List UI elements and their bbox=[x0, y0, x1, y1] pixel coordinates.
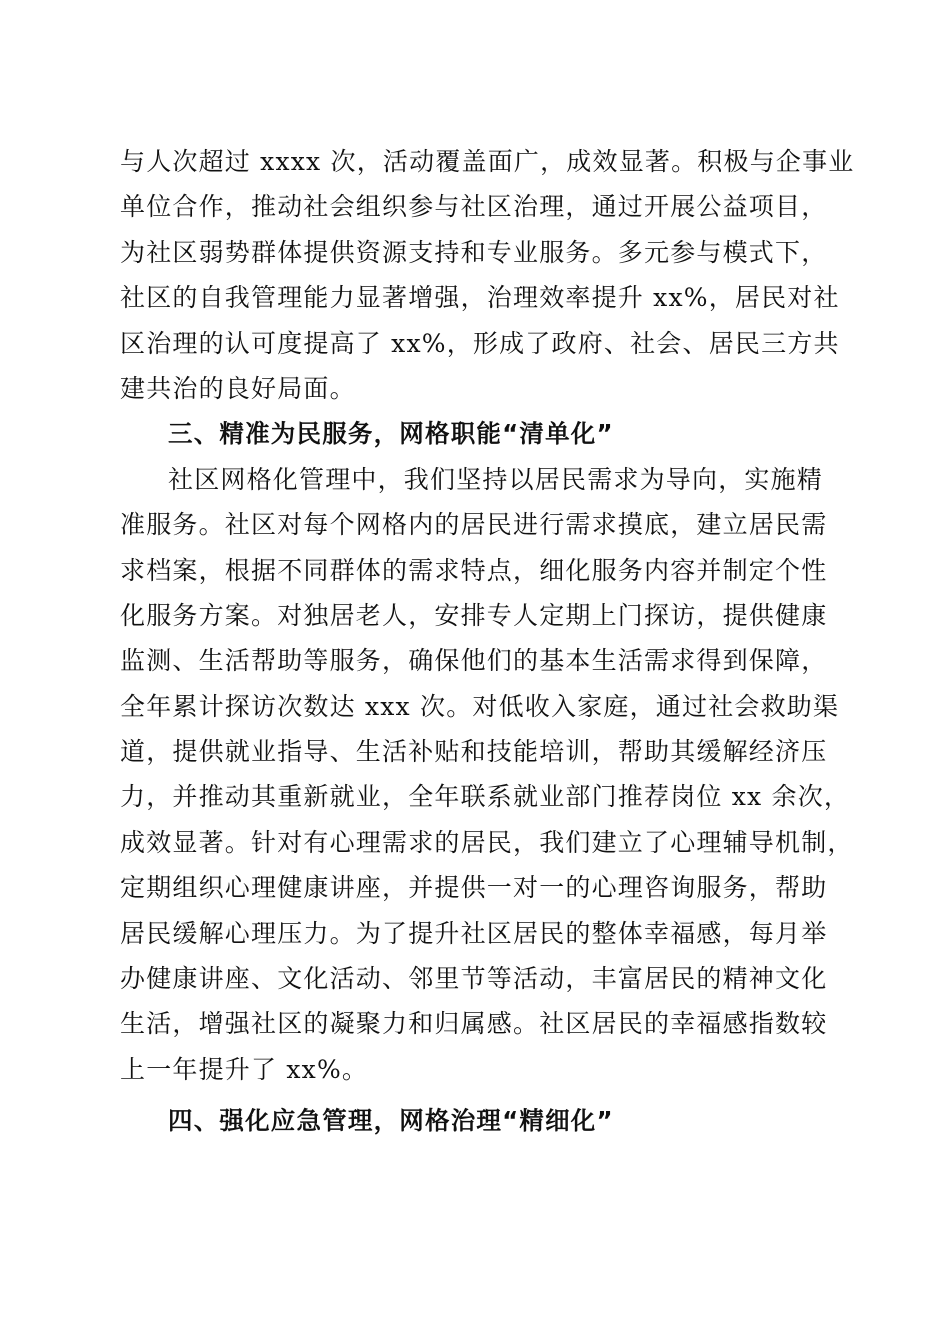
text-line: 与人次超过 xxxx 次，活动覆盖面广，成效显著。积极与企事业 bbox=[120, 147, 855, 176]
text-line: 社区的自我管理能力显著增强，治理效率提升 xx%，居民对社 bbox=[120, 283, 840, 313]
paragraph-precise-service bbox=[120, 457, 854, 1092]
text-line: 生活，增强社区的凝聚力和归属感。社区居民的幸福感指数较 bbox=[120, 1009, 828, 1039]
text-line: 居民缓解心理压力。为了提升社区居民的整体幸福感，每月举 bbox=[120, 918, 828, 948]
paragraph-community-participation bbox=[120, 139, 855, 411]
text-line: 定期组织心理健康讲座，并提供一对一的心理咨询服务，帮助 bbox=[120, 873, 828, 903]
text-line: 全年累计探访次数达 xxx 次。对低收入家庭，通过社会救助渠 bbox=[120, 691, 840, 721]
text-line: 区治理的认可度提高了 xx%，形成了政府、社会、居民三方共 bbox=[120, 328, 840, 358]
document-page bbox=[120, 139, 855, 1144]
text-line: 建共治的良好局面。 bbox=[120, 373, 356, 403]
text-line: 道，提供就业指导、生活补贴和技能培训，帮助其缓解经济压 bbox=[120, 737, 828, 767]
text-line: 为社区弱势群体提供资源支持和专业服务。多元参与模式下， bbox=[120, 237, 828, 267]
text-line: 求档案，根据不同群体的需求特点，细化服务内容并制定个性 bbox=[120, 555, 828, 585]
text-line: 单位合作，推动社会组织参与社区治理，通过开展公益项目， bbox=[120, 192, 828, 222]
text-line: 上一年提升了 xx%。 bbox=[120, 1054, 369, 1084]
text-line: 办健康讲座、文化活动、邻里节等活动，丰富居民的精神文化 bbox=[120, 964, 828, 994]
text-line: 监测、生活帮助等服务，确保他们的基本生活需求得到保障， bbox=[120, 646, 828, 676]
section-heading-4: 四、强化应急管理，网格治理“精细化” bbox=[168, 1106, 614, 1136]
text-line: 力，并推动其重新就业，全年联系就业部门推荐岗位 xx 余次， bbox=[120, 782, 851, 812]
text-line: 化服务方案。对独居老人，安排专人定期上门探访，提供健康 bbox=[120, 600, 828, 630]
section-heading-3: 三、精准为民服务，网格职能“清单化” bbox=[168, 419, 614, 449]
text-line: 社区网格化管理中，我们坚持以居民需求为导向，实施精 bbox=[168, 464, 824, 494]
text-line: 准服务。社区对每个网格内的居民进行需求摸底，建立居民需 bbox=[120, 510, 828, 540]
text-line: 成效显著。针对有心理需求的居民，我们建立了心理辅导机制， bbox=[120, 827, 854, 857]
